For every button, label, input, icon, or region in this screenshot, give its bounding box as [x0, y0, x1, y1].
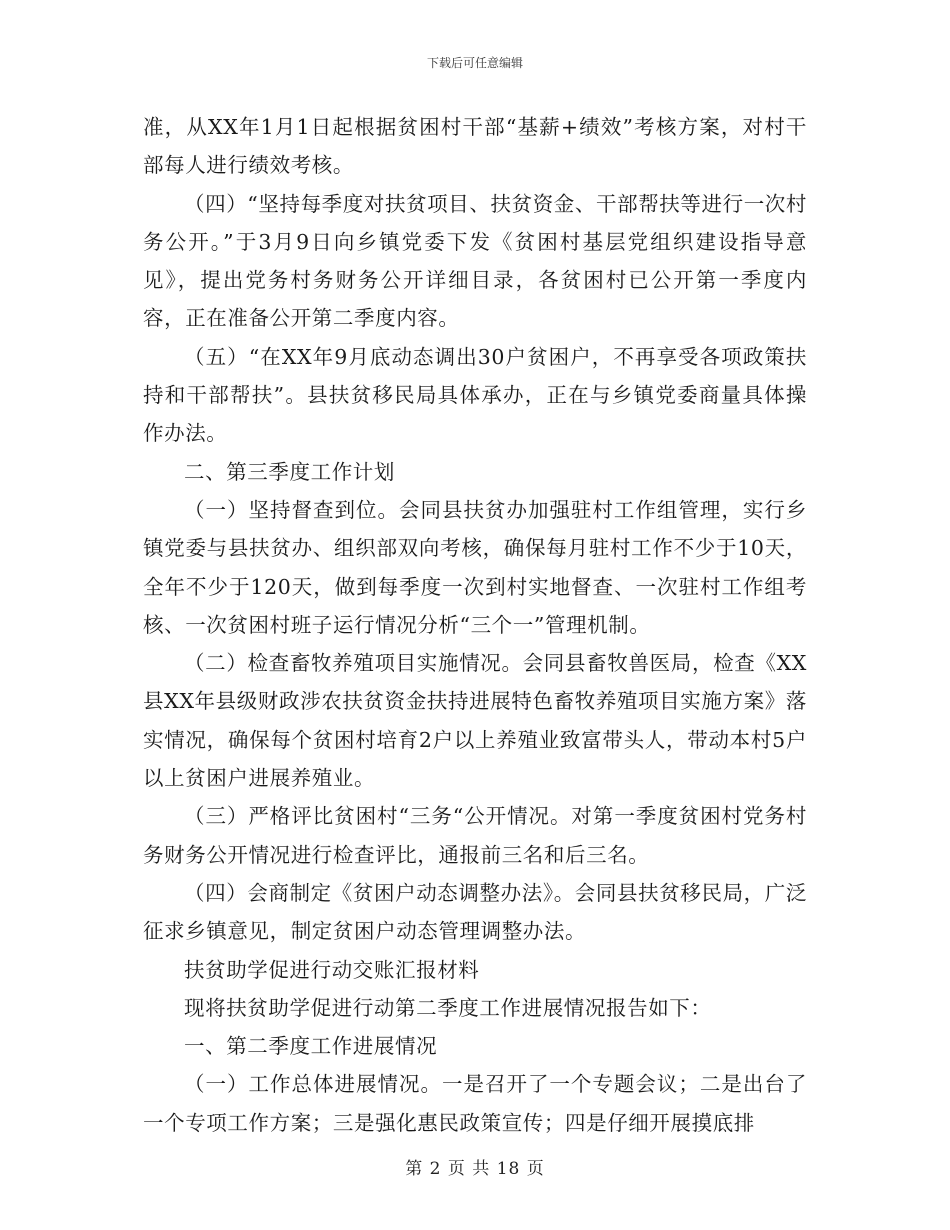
page-header: 下载后可任意编辑 [426, 56, 523, 70]
section-heading-progress: 一、第二季度工作进展情况 [184, 1034, 438, 1059]
report-title: 扶贫助学促进行动交账汇报材料 [184, 957, 480, 982]
paragraph-7: （三）严格评比贫困村“三务“公开情况。对第一季度贫困村党务村务财务公开情况进行检查评比，通报前三名和后三名。 [143, 804, 807, 867]
paragraph-1: 准，从XX年1月1日起根据贫困村干部“基薪+绩效”考核方案，对村干部每人进行绩效考核。 [143, 115, 807, 178]
paragraph-12: （一）工作总体进展情况。一是召开了一个专题会议；二是出台了一个专项工作方案；三是强化惠民政策宣传；四是仔细开展摸底排 [143, 1072, 807, 1135]
paragraph-8: （四）会商制定《贫困户动态调整办法》。会同县扶贫移民局，广泛征求乡镇意见，制定贫困户动态管理调整办法。 [143, 880, 807, 944]
paragraph-5: （一）坚持督查到位。会同县扶贫办加强驻村工作组管理，实行乡镇党委与县扶贫办、组织部双向考核，确保每月驻村工作不少于10天，全年不少于120天，做到每季度一次到村实地督查、一次驻村工作组考核、一次贫困村班子运行情况分析“三个一”管理机制。 [143, 497, 807, 637]
paragraph-3: （五）“在XX年9月底动态调出30户贫困户，不再享受各项政策扶持和干部帮扶”。县扶贫移民局具体承办，正在与乡镇党委商量具体操作办法。 [143, 344, 807, 446]
section-heading-plan: 二、第三季度工作计划 [184, 459, 395, 484]
paragraph-2: （四）“坚持每季度对扶贫项目、扶贫资金、干部帮扶等进行一次村务公开。”于3月9日向乡镇党委下发《贫困村基层党组织建设指导意见》，提出党务村务财务公开详细目录，各贫困村已公开第一季度内容，正在准备公开第二季度内容。 [143, 191, 807, 331]
paragraph-6: （二）检查畜牧养殖项目实施情况。会同县畜牧兽医局，检查《XX县XX年县级财政涉农扶贫资金扶持进展特色畜牧养殖项目实施方案》落实情况，确保每个贫困村培育2户以上养殖业致富带头人，带动本村5户以上贫困户进展养殖业。 [143, 651, 807, 791]
page-number: 第 2 页 共 18 页 [405, 1159, 545, 1179]
paragraph-10: 现将扶贫助学促进行动第二季度工作进展情况报告如下： [184, 995, 712, 1020]
document-body [143, 108, 807, 1142]
